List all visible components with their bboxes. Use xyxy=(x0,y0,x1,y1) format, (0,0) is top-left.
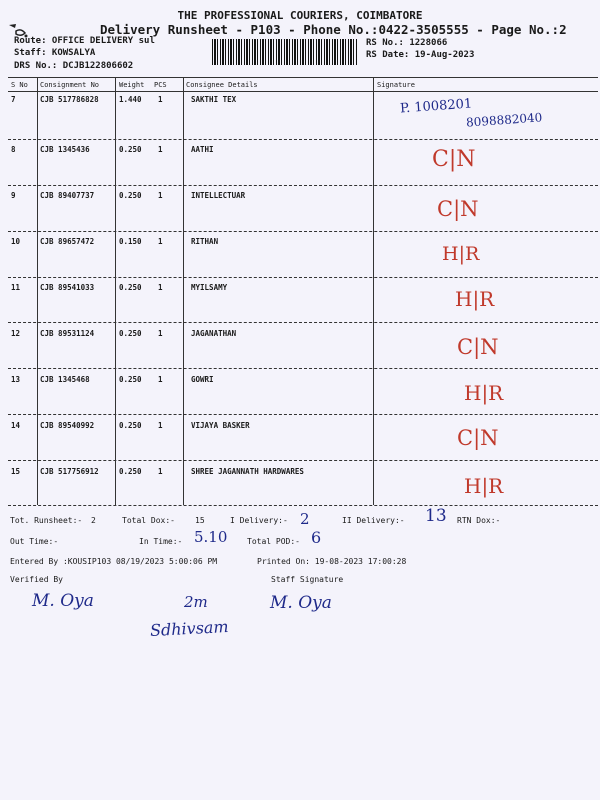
row-consignment: CJB 89531124 xyxy=(40,329,95,338)
row-pcs: 1 xyxy=(158,467,163,476)
row-weight: 1.440 xyxy=(119,95,142,104)
col-header-signature: Signature xyxy=(377,81,415,89)
row-consignee: RITHAN xyxy=(191,237,219,246)
row-consignment: CJB 1345436 xyxy=(40,145,90,154)
row-divider xyxy=(8,185,598,186)
row-divider xyxy=(8,231,598,232)
col-header-weight: Weight xyxy=(119,81,145,89)
row-signature: C|N xyxy=(432,147,476,172)
staff-signature: M. Oya xyxy=(270,593,332,613)
row-consignee: JAGANATHAN xyxy=(191,329,237,338)
tot-runsheet-value: 2 xyxy=(91,516,96,525)
row-consignment: CJB 89541033 xyxy=(40,283,95,292)
row-pcs: 1 xyxy=(158,421,163,430)
row-sno: 12 xyxy=(11,329,21,338)
row-divider xyxy=(8,322,598,323)
total-pod-value: 6 xyxy=(311,528,322,547)
row-divider xyxy=(8,277,598,278)
row-pcs: 1 xyxy=(158,283,163,292)
column-divider xyxy=(183,77,184,505)
row-consignee: INTELLECTUAR xyxy=(191,191,246,200)
ii-delivery-value: 13 xyxy=(425,506,447,526)
col-header-consignee: Consignee Details xyxy=(186,81,258,89)
row-consignee: GOWRI xyxy=(191,375,214,384)
rtn-dox-label: RTN Dox:- xyxy=(457,516,501,525)
tot-runsheet-label: Tot. Runsheet:- xyxy=(10,516,83,525)
row-consignee: SHREE JAGANNATH HARDWARES xyxy=(191,467,304,476)
verified-by-label: Verified By xyxy=(10,575,63,584)
out-time-label: Out Time:- xyxy=(10,537,59,546)
staff-signature-label: Staff Signature xyxy=(271,575,344,584)
row-weight: 0.250 xyxy=(119,421,142,430)
barcode xyxy=(212,39,358,65)
row-signature: C|N xyxy=(457,335,499,359)
entered-by: Entered By :KOUSIP103 08/19/2023 5:00:06 PM xyxy=(10,557,218,566)
row-pcs: 1 xyxy=(158,145,163,154)
row-pcs: 1 xyxy=(158,237,163,246)
row-weight: 0.250 xyxy=(119,145,142,154)
row-sno: 13 xyxy=(11,375,21,384)
row-consignment: CJB 517756912 xyxy=(40,467,99,476)
printed-on: Printed On: 19-08-2023 17:00:28 xyxy=(257,557,407,566)
row-signature: H|R xyxy=(455,287,495,311)
row-weight: 0.150 xyxy=(119,237,142,246)
row-sno: 10 xyxy=(11,237,21,246)
company-name: THE PROFESSIONAL COURIERS, COIMBATORE xyxy=(177,9,423,22)
row-signature: H|R xyxy=(464,474,504,498)
row-sno: 14 xyxy=(11,421,21,430)
verified-signature: M. Oya xyxy=(32,591,94,611)
row-divider xyxy=(8,460,598,461)
col-header-pcs: PCS xyxy=(154,81,167,89)
col-header-consignment: Consignment No xyxy=(40,81,100,89)
row-signature: C|N xyxy=(457,426,499,450)
row-consignment: CJB 1345468 xyxy=(40,375,90,384)
row-divider xyxy=(8,139,598,140)
total-dox-label: Total Dox:- xyxy=(122,516,175,525)
total-dox-value: 15 xyxy=(195,516,205,525)
bottom-signature: Sdhivsam xyxy=(149,616,230,641)
row-sno: 11 xyxy=(11,283,21,292)
row-sno: 8 xyxy=(11,145,16,154)
row-sno: 7 xyxy=(11,95,16,104)
row-pcs: 1 xyxy=(158,329,163,338)
drs-number: DRS No.: DCJB122806602 xyxy=(14,61,134,71)
i-delivery-label: I Delivery:- xyxy=(230,516,288,525)
column-divider xyxy=(37,77,38,505)
in-time-value: 5.10 xyxy=(194,528,228,546)
row-weight: 0.250 xyxy=(119,191,142,200)
row-signature: P. 1008201 xyxy=(399,96,473,117)
row-consignee: VIJAYA BASKER xyxy=(191,421,250,430)
row-weight: 0.250 xyxy=(119,467,142,476)
column-divider xyxy=(373,77,374,505)
row-consignment: CJB 89657472 xyxy=(40,237,95,246)
row-consignee: SAKTHI TEX xyxy=(191,95,237,104)
row-consignment: CJB 89407737 xyxy=(40,191,95,200)
row-sno: 9 xyxy=(11,191,16,200)
row-signature-phone: 8098882040 xyxy=(465,110,543,130)
ii-delivery-label: II Delivery:- xyxy=(342,516,405,525)
in-time-label: In Time:- xyxy=(139,537,183,546)
runsheet-title: Delivery Runsheet - P103 - Phone No.:0422-3505555 - Page No.:2 xyxy=(100,22,567,37)
total-pod-label: Total POD:- xyxy=(247,537,300,546)
row-pcs: 1 xyxy=(158,95,163,104)
row-sno: 15 xyxy=(11,467,21,476)
row-divider xyxy=(8,368,598,369)
row-pcs: 1 xyxy=(158,375,163,384)
table-bottom-border xyxy=(8,505,598,506)
row-weight: 0.250 xyxy=(119,283,142,292)
initials-signature: 2m xyxy=(184,593,208,611)
row-signature: C|N xyxy=(437,197,479,221)
table-header-border xyxy=(8,91,598,92)
row-consignee: AATHI xyxy=(191,145,214,154)
row-consignee: MYILSAMY xyxy=(191,283,228,292)
row-divider xyxy=(8,414,598,415)
row-pcs: 1 xyxy=(158,191,163,200)
column-divider xyxy=(115,77,116,505)
row-consignment: CJB 89540992 xyxy=(40,421,95,430)
row-consignment: CJB 517786828 xyxy=(40,95,99,104)
row-signature: H|R xyxy=(442,243,480,265)
rs-date: RS Date: 19-Aug-2023 xyxy=(366,50,475,60)
row-signature: H|R xyxy=(464,381,504,405)
route-label: Route: OFFICE DELIVERY sul xyxy=(14,36,155,46)
i-delivery-value: 2 xyxy=(300,510,310,528)
rs-number: RS No.: 1228066 xyxy=(366,38,448,48)
row-weight: 0.250 xyxy=(119,329,142,338)
col-header-sno: S No xyxy=(11,81,28,89)
row-weight: 0.250 xyxy=(119,375,142,384)
table-top-border xyxy=(8,77,598,78)
staff-label: Staff: KOWSALYA xyxy=(14,48,96,58)
